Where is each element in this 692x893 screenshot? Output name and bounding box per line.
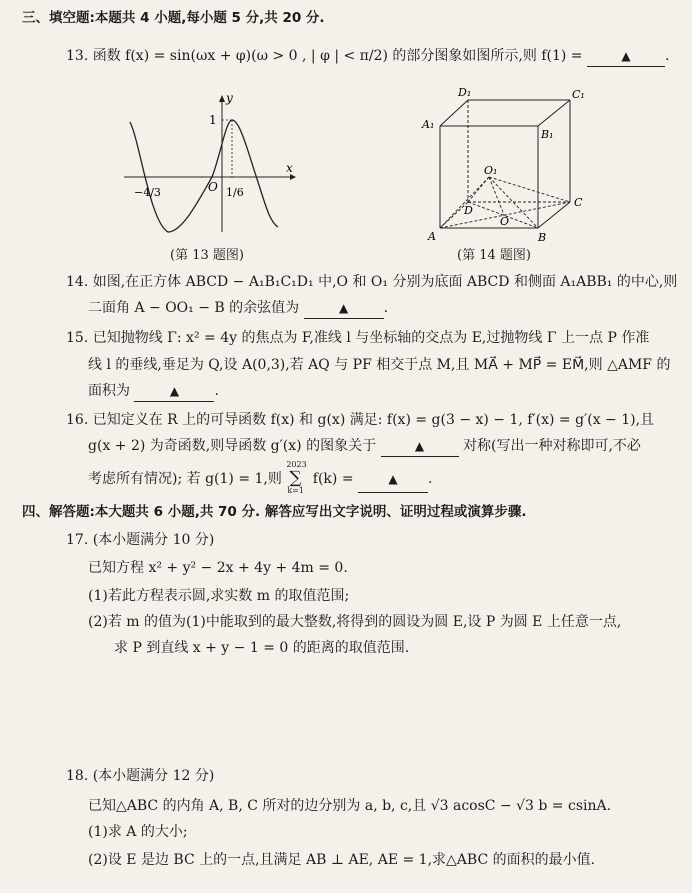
q13-text: 函数 f(x) = sin(ωx + φ)(ω > 0 , | φ | < π/2) 的部分图象如图所示,则 f(1) =	[92, 48, 583, 64]
q15-text3: 面积为	[88, 383, 130, 399]
q13-origin-label: O	[208, 180, 218, 194]
q14-end: .	[383, 300, 389, 316]
q17-score: (本小题满分 10 分)	[92, 532, 215, 548]
section-3-heading: 三、填空题:本题共 4 小题,每小题 5 分,共 20 分.	[22, 10, 325, 26]
q14-label-o: O	[500, 215, 510, 228]
q14-text2: 二面角 A − OO₁ − B 的余弦值为	[88, 300, 300, 316]
q14-caption: (第 14 题图)	[457, 248, 531, 263]
q16-answer-blank-2	[358, 466, 428, 493]
q13-y-arrow-icon	[219, 95, 225, 102]
q17-given: 已知方程 x² + y² − 2x + 4y + 4m = 0.	[88, 560, 348, 576]
q16-answer-blank-1	[381, 436, 459, 457]
q16-text3: 考虑所有情况); 若 g(1) = 1,则	[88, 471, 282, 487]
q14-label-d1: D₁	[458, 86, 472, 99]
q13-number: 13.	[66, 48, 89, 64]
q14-text1: 如图,在正方体 ABCD − A₁B₁C₁D₁ 中,O 和 O₁ 分别为底面 ABCD 和侧面 A₁ABB₁ 的中心,则	[92, 274, 678, 290]
q17-part2-line2: 求 P 到直线 x + y − 1 = 0 的距离的取值范围.	[114, 640, 410, 656]
q15-text1: 已知抛物线 Γ: x² = 4y 的焦点为 F,准线 l 与坐标轴的交点为 E,过抛物线 Γ 上一点 P 作准	[92, 330, 650, 346]
q18-header	[66, 766, 214, 786]
q13-peak-label: 1	[209, 113, 217, 127]
q16-answer-mark-1: ▲	[414, 439, 425, 453]
q16-text2a: g(x + 2) 为奇函数,则导函数 g′(x) 的图象关于	[88, 438, 377, 454]
q14-label-b1: B₁	[541, 128, 554, 141]
q14-label-d: D	[464, 204, 473, 217]
q17-header	[66, 530, 214, 550]
q16-line1	[66, 410, 654, 430]
q17-part2-line1: (2)若 m 的值为(1)中能取到的最大整数,将得到的圆设为圆 E,设 P 为圆 E 上任意一点,	[88, 614, 622, 630]
q14-number: 14.	[66, 274, 89, 290]
q13-tick-right: 1/6	[226, 186, 244, 199]
q14-edge-a1d1	[440, 100, 468, 126]
q14-label-o1: O₁	[484, 164, 498, 177]
q14-edge-b1c1	[538, 100, 570, 126]
q16-end: .	[428, 471, 433, 487]
q15-line2	[88, 355, 670, 375]
q14-line1	[66, 272, 677, 292]
q16-sum-upper: 2023	[286, 460, 307, 469]
q16-answer-mark-2: ▲	[388, 472, 398, 486]
q14-answer-mark: ▲	[338, 301, 349, 315]
q14-label-a: A	[428, 230, 436, 243]
q17-part1: (1)若此方程表示圆,求实数 m 的取值范围;	[88, 588, 350, 604]
q13-caption: (第 13 题图)	[170, 248, 244, 263]
q15-number: 15.	[66, 330, 89, 346]
q14-answer-blank	[304, 298, 384, 319]
q16-line3	[88, 460, 433, 495]
q14-label-c: C	[574, 196, 583, 209]
q18-score: (本小题满分 12 分)	[92, 768, 215, 784]
q15-answer-mark: ▲	[169, 384, 180, 398]
q13-figure	[120, 92, 300, 240]
q16-sum-expr: f(k) =	[312, 471, 354, 487]
q16-sum-lower: k=1	[287, 486, 304, 495]
q13-tick-left: −4/3	[134, 186, 161, 199]
q14-o1d	[468, 177, 489, 202]
q13-y-label: y	[226, 92, 233, 105]
q13-end: .	[664, 48, 670, 64]
q18-part1: (1)求 A 的大小;	[88, 824, 188, 840]
q14-line2	[88, 298, 388, 319]
q13-answer-blank	[587, 46, 665, 67]
q18-given: 已知△ABC 的内角 A, B, C 所对的边分别为 a, b, c,且 √3 acosC − √3 b = csinA.	[88, 798, 612, 814]
q13-answer-mark: ▲	[621, 49, 631, 63]
section-4-heading: 四、解答题:本大题共 6 小题,共 70 分. 解答应写出文字说明、证明过程或演算步骤.	[22, 504, 527, 520]
q16-text2b: 对称(写出一种对称即可,不必	[463, 438, 641, 454]
q14-edge-bc	[538, 202, 570, 228]
q16-sum-sigma: ∑	[289, 468, 302, 488]
q15-line1	[66, 328, 649, 348]
q16-sum	[286, 460, 308, 495]
q16-number: 16.	[66, 412, 89, 428]
q14-o1o	[489, 177, 504, 215]
q18-number: 18.	[66, 768, 89, 784]
q14-label-b: B	[538, 231, 547, 244]
q15-line3	[88, 381, 219, 402]
q15-end: .	[214, 383, 219, 399]
q14-figure	[420, 86, 600, 246]
q13-line	[66, 46, 669, 67]
q17-number: 17.	[66, 532, 89, 548]
q14-label-c1: C₁	[572, 88, 585, 101]
q15-answer-blank	[134, 381, 214, 402]
q14-label-a1: A₁	[422, 118, 435, 131]
q13-sine-curve	[130, 120, 278, 232]
q15-text2: 线 l 的垂线,垂足为 Q,设 A(0,3),若 AQ 与 PF 相交于点 M,且 MA⃗ + MP⃗ = EM⃗,则 △AMF 的	[88, 357, 671, 373]
q13-x-label: x	[286, 161, 293, 175]
q18-part2: (2)设 E 是边 BC 上的一点,且满足 AB ⊥ AE, AE = 1,求△ABC 的面积的最小值.	[88, 852, 596, 868]
q16-text1: 已知定义在 R 上的可导函数 f(x) 和 g(x) 满足: f(x) = g(3 − x) − 1, f′(x) = g′(x − 1),且	[92, 412, 655, 428]
q14-o1a	[440, 177, 489, 228]
q16-line2	[88, 436, 641, 457]
